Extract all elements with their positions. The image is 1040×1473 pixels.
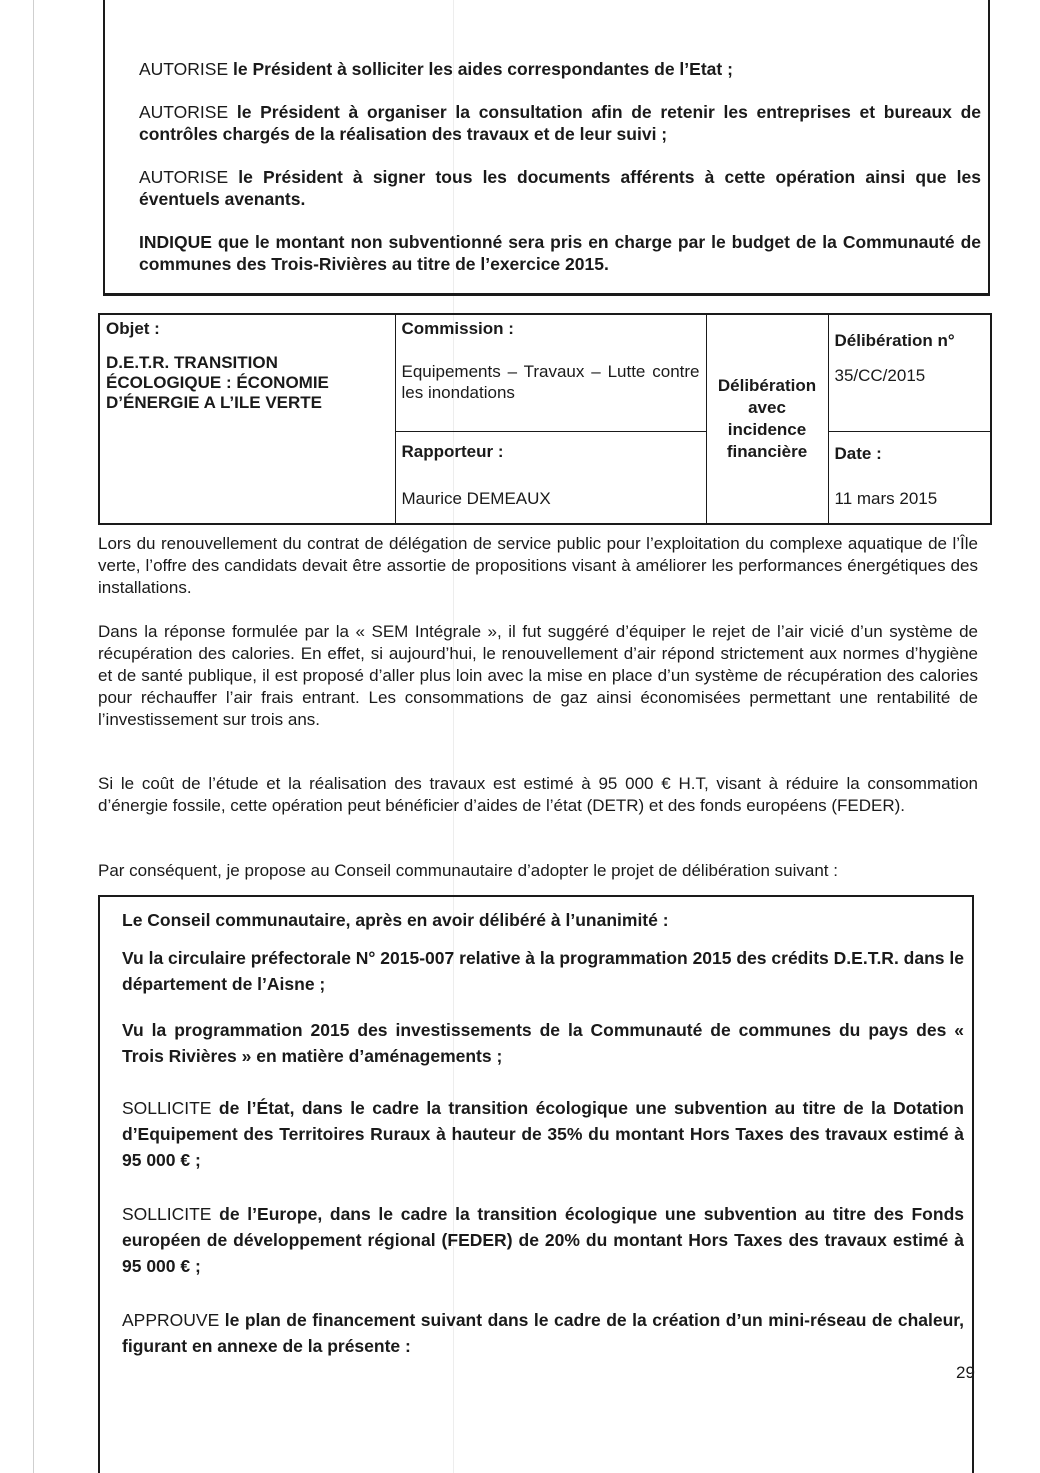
paragraph-text: le plan de financement suivant dans le cadre de la création d’un mini-réseau de chaleur, figurant en annexe de la présente :	[122, 1310, 964, 1356]
rapporteur-label: Rapporteur :	[401, 441, 504, 461]
council-intro: Le Conseil communautaire, après en avoir délibéré à l’unanimité :	[122, 910, 669, 930]
decision-box-top-content	[139, 58, 981, 296]
keyword-autorise: AUTORISE	[139, 59, 229, 79]
keyword-sollicite: SOLLICITE	[122, 1204, 212, 1224]
deliberation-info-table	[98, 313, 992, 525]
request-europe-paragraph	[122, 1201, 964, 1279]
paragraph-text: que le montant non subventionné sera pris en charge par le budget de la Communauté de communes des Trois-Rivières au titre de l’exercice 2015.	[139, 232, 981, 274]
deliberation-number-value: 35/CC/2015	[834, 366, 926, 385]
decision-box-bottom-content	[122, 907, 964, 1379]
paragraph-text: de l’État, dans le cadre la transition écologique une subvention au titre de la Dotation d’Equipement des Territoires Ruraux à hauteur de 35% du montant Hors Taxes des travaux estimé à 95 000 € ;	[122, 1098, 964, 1170]
keyword-autorise: AUTORISE	[139, 102, 229, 122]
deliberation-number-label: Délibération n°	[834, 331, 955, 350]
circular-reference: Vu la circulaire préfectorale N° 2015-007 relative à la programmation 2015 des crédits D.E.T.R. dans le département de l’Aisne ;	[122, 948, 964, 994]
paragraph-text: Lors du renouvellement du contrat de délégation de service public pour l’exploitation du complexe aquatique de l’Île verte, l’offre des candidats devait être assortie de propositions visant à améliorer les performances énergétiques des installations.	[98, 534, 978, 597]
paragraph-text: Dans la réponse formulée par la « SEM Intégrale », il fut suggéré d’équiper le rejet de l’air vicié d’un système de récupération des calories. En effet, si aujourd’hui, le renouvellement d’air répond strictement aux normes d’hygiène et de santé publique, il est proposé d’aller plus loin avec la mise en place d’un système de récupération des calories pour réchauffer l’air frais entrant. Les consommations de gaz ainsi économisées permettant une rentabilité de l’investissement sur trois ans.	[98, 622, 978, 729]
programming-reference: Vu la programmation 2015 des investissements de la Communauté de communes du pays des « Trois Rivières » en matière d’aménagements ;	[122, 1020, 964, 1066]
date-cell	[828, 431, 991, 524]
request-state-paragraph	[122, 1095, 964, 1173]
page-edge	[33, 0, 34, 1473]
page-number: 29	[956, 1363, 975, 1382]
paragraph-text: Si le coût de l’étude et la réalisation des travaux est estimé à 95 000 € H.T, visant à réduire la consommation d’énergie fossile, cette opération peut bénéficier d’aides de l’état (DETR) et des fonds européens (FEDER).	[98, 774, 978, 815]
commission-cell	[395, 314, 706, 431]
context-paragraph-1	[98, 533, 978, 599]
paragraph-text: le Président à signer tous les documents afférents à cette opération ainsi que les éventuels avenants.	[139, 167, 981, 209]
paragraph-text: le Président à organiser la consultation afin de retenir les entreprises et bureaux de contrôles chargés de la réalisation des travaux et de leur suivi ;	[139, 102, 981, 144]
authorize-aid-paragraph	[139, 58, 981, 80]
rapporteur-cell	[395, 431, 706, 524]
commission-label: Commission :	[401, 319, 514, 338]
date-value: 11 mars 2015	[834, 488, 938, 508]
objet-value: D.E.T.R. TRANSITION ÉCOLOGIQUE : ÉCONOMIE D’ÉNERGIE A L’ILE VERTE	[106, 353, 329, 412]
rapporteur-value: Maurice DEMEAUX	[401, 488, 551, 508]
context-paragraph-2	[98, 621, 978, 731]
indicate-budget-paragraph	[139, 231, 981, 275]
paragraph-text: Par conséquent, je propose au Conseil communautaire d’adopter le projet de délibération suivant :	[98, 861, 838, 880]
deliberation-type-cell	[706, 314, 828, 524]
decision-box-bottom	[98, 895, 974, 1473]
keyword-autorise: AUTORISE	[139, 167, 229, 187]
authorize-sign-paragraph	[139, 166, 981, 210]
keyword-indique: INDIQUE	[139, 232, 212, 252]
keyword-approuve: APPROUVE	[122, 1310, 220, 1330]
objet-label: Objet :	[106, 319, 160, 338]
paragraph-text: de l’Europe, dans le cadre la transition écologique une subvention au titre des Fonds européen de développement régional (FEDER) de 20% du montant Hors Taxes des travaux estimé à 95 000 € ;	[122, 1204, 964, 1276]
proposal-paragraph	[98, 860, 978, 882]
approve-financing-paragraph	[122, 1307, 964, 1359]
deliberation-type: Délibération avec incidence financière	[717, 376, 817, 461]
date-label: Date :	[834, 443, 882, 463]
authorize-consultation-paragraph	[139, 101, 981, 145]
keyword-sollicite: SOLLICITE	[122, 1098, 212, 1118]
commission-value: Equipements – Travaux – Lutte contre les inondations	[401, 362, 700, 402]
decision-box-top	[103, 0, 990, 296]
context-paragraph-3	[98, 773, 978, 817]
paragraph-text: le Président à solliciter les aides correspondantes de l’Etat ;	[228, 59, 733, 79]
deliberation-number-cell	[828, 314, 991, 431]
objet-cell	[99, 314, 395, 524]
